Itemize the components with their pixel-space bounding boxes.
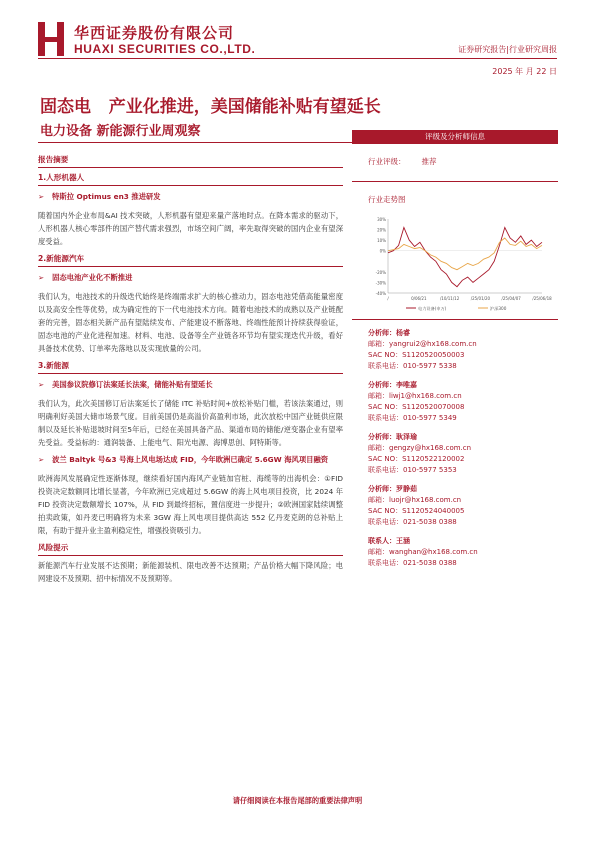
analyst-email[interactable]: 邮箱：wanghan@hx168.com.cn — [368, 548, 478, 556]
report-date: 2025 年 月 22 日 — [492, 67, 557, 76]
paragraph: 我们认为，此次美国修订后法案延长了储能 ITC 补贴时间+放松补贴门槛，若该法案通过，则明确利好美国大储市场景气度。目前美国仍是高溢价高盈利市场，此次放松中国产业链供应限制以及延长补贴退坡时间至5年后，已经在美国具备产品、渠道布局的储能/逆变器企业有望率先受益。受益标的：通润装备、上能电气、阳光电源、海博思创、阿特斯等。 — [38, 399, 343, 447]
paragraph: 欧洲海风发展确定性逐渐体现，继续看好国内海风产业链加官桩、海缆等的出海机会：①FID 投资决定数额同比增长显著，今年欧洲已完成超过 5.6GW 的海上风电项目投资，比 2024 年 FID 投资决定数额增长 107%，从 FID 到最终招标，置信度进一步提升；②欧洲国家陆续调整拍卖政策，如丹麦已明确将为未来 3GW 海上风电项目提供高达 552 亿丹麦克朗的总补贴上限，有助于提升业主盈利稳定性，增强投资吸引力。 — [38, 474, 343, 535]
analyst-email[interactable]: 邮箱：luojr@hx168.com.cn — [368, 496, 462, 504]
analyst-email[interactable]: 邮箱：gengzy@hx168.com.cn — [368, 444, 472, 452]
y-tick-label: -20% — [375, 269, 386, 275]
subtitle-divider — [38, 142, 367, 143]
arrow-bullet-icon: ➢ — [38, 273, 45, 282]
sidebar-divider — [352, 181, 558, 182]
section-heading: 1.人形机器人 — [38, 171, 343, 186]
company-name-cn: 华西证券股份有限公司 — [74, 24, 235, 42]
analyst-name: 分析师：罗静茹 — [368, 485, 417, 493]
paragraph: 我们认为，电池技术的升级迭代始终是终端需求扩大的核心推动力，固态电池凭借高能量密度以及高安全性等优势，成为确定性的下一代电池技术方向。随着电池技术的成熟以及产业链配套的完善，固态相关新产品有望陆续发布、产能建设不断落地、终端性能预计持续获得验证，固态电池的产业化进程加速。材料、电池、设备等全产业链各环节均有望实现迭代升级，看好具备技术优势、订单率先落地以及实现放量的公司。 — [38, 292, 343, 353]
arrow-bullet-icon: ➢ — [38, 192, 45, 201]
analyst-phone: 联系电话：021-5038 0388 — [368, 518, 457, 526]
report-type: 证券研究报告|行业研究周报 — [458, 45, 557, 54]
analyst-phone: 联系电话：010-5977 5338 — [368, 362, 457, 370]
summary-column — [38, 150, 343, 589]
rating-value: 推荐 — [421, 157, 437, 166]
report-subtitle: 电力设备 新能源行业周观察 — [40, 124, 201, 139]
analyst-phone: 联系电话：010-5977 5349 — [368, 414, 457, 422]
legend-label: 沪深300 — [490, 306, 507, 311]
section-heading: 3.新能源 — [38, 359, 343, 374]
x-tick-label: /25/06/18 — [532, 296, 552, 301]
legend-label: 电力设备(申万) — [418, 306, 447, 311]
company-logo — [38, 22, 64, 56]
analyst-sac: SAC NO：S1120522120002 — [368, 455, 465, 463]
bullet-title: ➢ 固态电池产业化不断推进 — [38, 273, 133, 282]
paragraph: 新能源汽车行业发展不达预期；新能源装机、限电改善不达预期；产品价格大幅下降风险；电网建设不及预期、招中标情况不及预期等。 — [38, 561, 343, 583]
arrow-bullet-icon: ➢ — [38, 380, 45, 389]
trend-title: 行业走势图 — [368, 195, 406, 204]
analyst-sac: SAC NO：S1120524040005 — [368, 507, 465, 515]
analyst-name: 分析师：耿泽瑜 — [368, 433, 417, 441]
y-tick-label: 30% — [377, 217, 386, 222]
y-tick-label: 10% — [377, 238, 386, 244]
y-tick-label: -30% — [375, 280, 386, 286]
analyst-card — [368, 484, 558, 528]
analyst-card — [368, 380, 558, 424]
paragraph: 随着国内外企业布局&AI 技术突破，人形机器有望迎来量产落地时点。在降本需求的驱动下，人形机器人核心零部件的国产替代需求强烈，市场空间广阔，率先取得突破的国内企业有望深度受益。 — [38, 211, 343, 246]
sidebar-header: 评级及分析师信息 — [352, 130, 558, 144]
analyst-email[interactable]: 邮箱：yangrui2@hx168.com.cn — [368, 340, 477, 348]
header-divider — [38, 58, 557, 59]
bullet-title: ➢ 特斯拉 Optimus en3 推进研发 — [38, 192, 161, 201]
analyst-card — [368, 328, 558, 372]
bullet-title: ➢ 美国参议院修订法案延长法案，储能补贴有望延长 — [38, 380, 213, 389]
company-name-en: HUAXI SECURITIES CO.,LTD. — [74, 42, 256, 56]
analyst-card — [368, 432, 558, 476]
industry-rating — [368, 156, 558, 167]
sidebar-divider — [352, 319, 558, 320]
section-heading: 2.新能源汽车 — [38, 252, 343, 267]
series-line — [388, 228, 542, 287]
legal-footer: 请仔细阅读在本报告尾部的重要法律声明 — [232, 796, 363, 805]
rating-label: 行业评级： — [368, 157, 406, 166]
analyst-name: 分析师：杨睿 — [368, 329, 410, 337]
arrow-bullet-icon: ➢ — [38, 455, 45, 464]
summary-heading: 报告摘要 — [38, 153, 343, 168]
analyst-name: 联系人：王涵 — [368, 537, 410, 545]
industry-trend-chart — [366, 213, 552, 313]
analyst-sac: SAC NO：S1120520050003 — [368, 351, 465, 359]
analyst-list — [352, 328, 558, 569]
x-tick-label: /25/01/20 — [470, 296, 491, 301]
analyst-phone: 联系电话：010-5977 5353 — [368, 466, 457, 474]
analyst-sidebar — [352, 130, 558, 569]
bullet-title: ➢ 波兰 Baltyk 号&3 号海上风电场达成 FID，今年欧洲已确定 5.6GW 海风项目融资 — [38, 455, 329, 464]
report-title: 固态电 产业化推进，美国储能补贴有望延长 — [40, 97, 381, 117]
trend-chart-svg — [366, 213, 552, 313]
analyst-email[interactable]: 邮箱：liwj1@hx168.com.cn — [368, 392, 462, 400]
analyst-name: 分析师：李唯嘉 — [368, 381, 417, 389]
analyst-card — [368, 536, 558, 569]
analyst-phone: 联系电话：021-5038 0388 — [368, 559, 457, 567]
x-tick-label: / — [387, 296, 389, 301]
x-tick-label: /25/04/07 — [501, 296, 521, 301]
x-tick-label: 0/06/21 — [411, 296, 427, 301]
analyst-sac: SAC NO：S1120520070008 — [368, 403, 465, 411]
x-tick-label: /10/11/12 — [439, 296, 460, 301]
section-heading: 风险提示 — [38, 541, 343, 556]
y-tick-label: -40% — [375, 291, 386, 296]
y-tick-label: 0% — [379, 248, 386, 254]
y-tick-label: 20% — [377, 227, 386, 233]
